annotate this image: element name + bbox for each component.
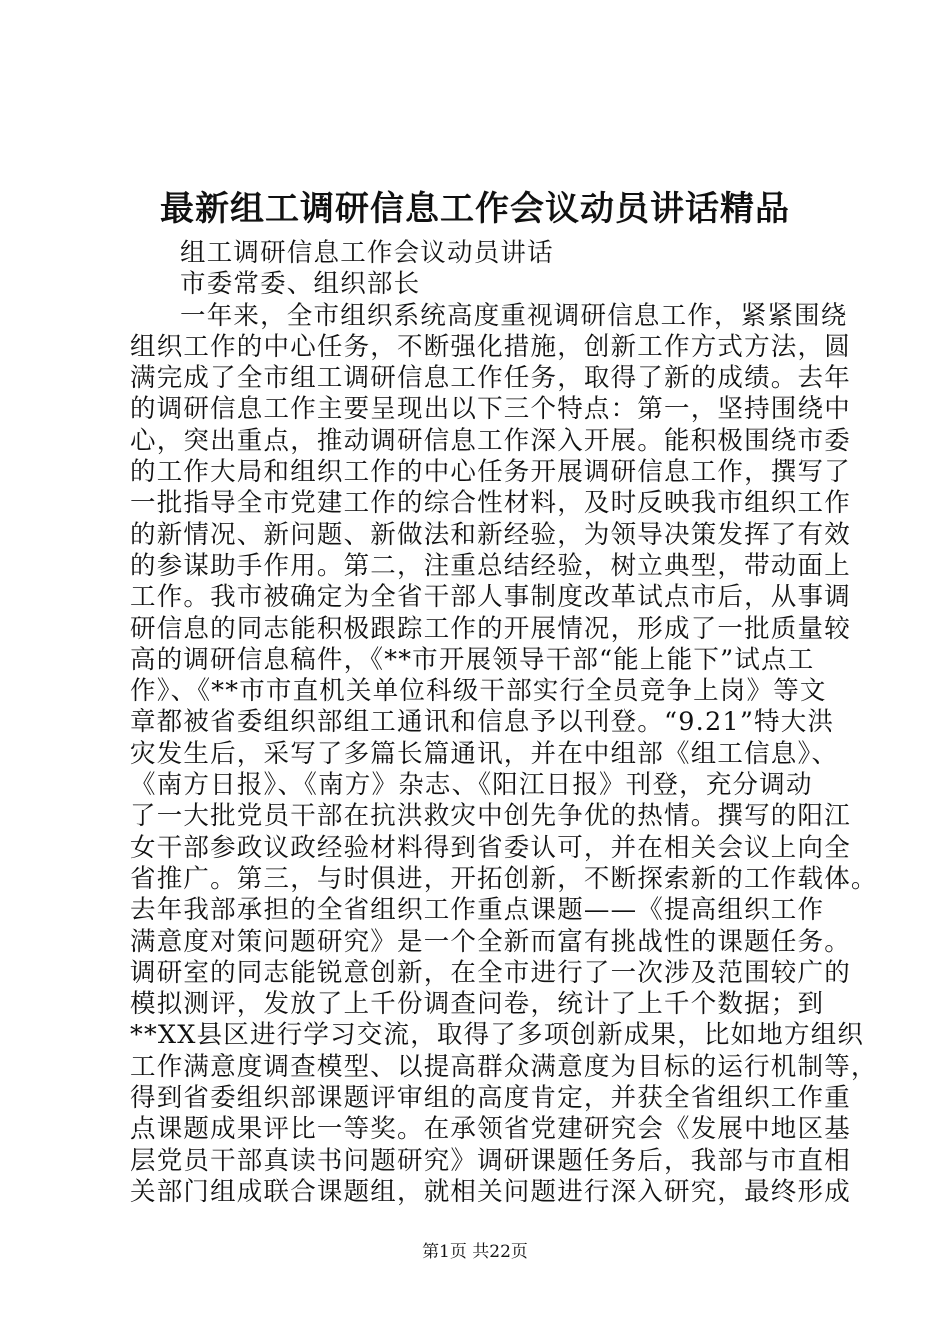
paragraph-line: 工作满意度调查模型、以提高群众满意度为目标的运行机制等，	[130, 1051, 878, 1082]
paragraph-line: 了一大批党员干部在抗洪救灾中创先争优的热情。撰写的阳江	[130, 801, 851, 832]
paragraph-line: 工作。我市被确定为全省干部人事制度改革试点市后，从事调	[130, 582, 851, 613]
paragraph-line: 高的调研信息稿件，《**市开展领导干部“能上能下”试点工	[130, 644, 815, 675]
paragraph-line: **XX县区进行学习交流，取得了多项创新成果，比如地方组织	[130, 1020, 865, 1051]
paragraph-line: 女干部参政议政经验材料得到省委认可，并在相关会议上向全	[130, 832, 851, 863]
paragraph-line: 层党员干部真读书问题研究》调研课题任务后，我部与市直相	[130, 1145, 851, 1176]
paragraph-line: 一年来，全市组织系统高度重视调研信息工作，紧紧围绕	[180, 300, 848, 331]
paragraph-line: 满意度对策问题研究》是一个全新而富有挑战性的课题任务。	[130, 926, 851, 957]
document-subtitle: 组工调研信息工作会议动员讲话	[180, 238, 554, 268]
paragraph-line: 一批指导全市党建工作的综合性材料，及时反映我市组织工作	[130, 488, 851, 519]
paragraph-line: 心，突出重点，推动调研信息工作深入开展。能积极围绕市委	[130, 425, 851, 456]
paragraph-line: 的参谋助手作用。第二，注重总结经验，树立典型，带动面上	[130, 550, 851, 581]
paragraph-line: 的新情况、新问题、新做法和新经验，为领导决策发挥了有效	[130, 519, 851, 550]
paragraph-line: 模拟测评，发放了上千份调查问卷，统计了上千个数据；到	[130, 989, 825, 1020]
document-title: 最新组工调研信息工作会议动员讲话精品	[160, 189, 790, 229]
document-body	[130, 238, 878, 1208]
paragraph-line: 去年我部承担的全省组织工作重点课题——《提高组织工作	[130, 895, 825, 926]
paragraph-line: 的调研信息工作主要呈现出以下三个特点：第一，坚持围绕中	[130, 394, 851, 425]
paragraph-line: 章都被省委组织部组工通讯和信息予以刊登。“9.21”特大洪	[130, 707, 835, 738]
paragraph-line: 《南方日报》、《南方》杂志、《阳江日报》刊登，充分调动	[130, 770, 813, 801]
paragraph-line: 灾发生后，采写了多篇长篇通讯，并在中组部《组工信息》、	[130, 738, 839, 769]
paragraph-line: 省推广。第三，与时俱进，开拓创新，不断探索新的工作载体。	[130, 863, 878, 894]
paragraph-line: 点课题成果评比一等奖。在承领省党建研究会《发展中地区基	[130, 1114, 851, 1145]
speaker-line: 市委常委、组织部长	[180, 269, 421, 300]
paragraph-line: 作》、《**市市直机关单位科级干部实行全员竞争上岗》等文	[130, 676, 827, 707]
paragraph-line: 得到省委组织部课题评审组的高度肯定，并获全省组织工作重	[130, 1083, 851, 1114]
page-number-footer: 第1页 共22页	[422, 1242, 528, 1262]
paragraph-line: 满完成了全市组工调研信息工作任务，取得了新的成绩。去年	[130, 363, 851, 394]
paragraph-line: 关部门组成联合课题组，就相关问题进行深入研究，最终形成	[130, 1176, 851, 1207]
paragraph-line: 的工作大局和组织工作的中心任务开展调研信息工作，撰写了	[130, 457, 851, 488]
paragraph-line: 研信息的同志能积极跟踪工作的开展情况，形成了一批质量较	[130, 613, 851, 644]
paragraph-line: 组织工作的中心任务，不断强化措施，创新工作方式方法，圆	[130, 331, 851, 362]
paragraph-line: 调研室的同志能锐意创新，在全市进行了一次涉及范围较广的	[130, 957, 851, 988]
